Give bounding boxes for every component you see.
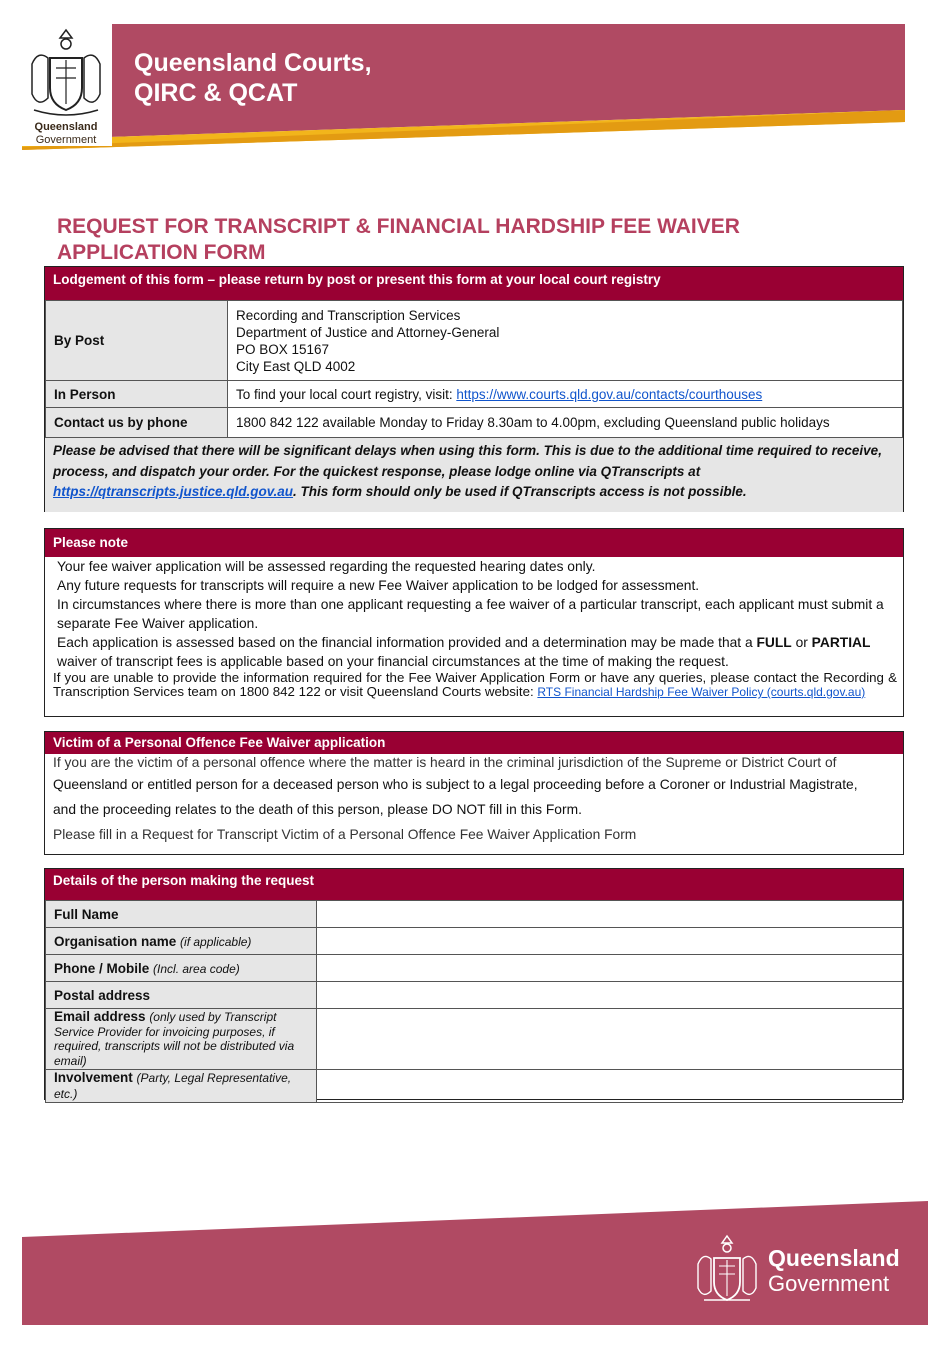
address-line: City East QLD 4002 <box>236 358 356 374</box>
address-line: Department of Justice and Attorney-General <box>236 324 500 340</box>
victim-body <box>45 754 903 848</box>
table-row <box>46 381 903 408</box>
courthouses-link[interactable]: https://www.courts.qld.gov.au/contacts/courthouses <box>456 386 763 402</box>
page-title-line-2: APPLICATION FORM <box>57 241 266 264</box>
note-text: waiver of transcript fees is applicable based on your financial circumstances at the time of making the request. <box>57 654 729 669</box>
email-address-label <box>46 1009 317 1070</box>
svg-text:Queensland: Queensland <box>34 121 98 133</box>
organisation-name-input[interactable] <box>317 928 903 955</box>
table-row <box>46 1009 903 1070</box>
note-text: Each application is assessed based on the financial information provided and a determination may be made that a <box>57 635 757 650</box>
please-note-section <box>44 528 904 717</box>
by-post-label: By Post <box>46 301 228 381</box>
note-contact <box>45 671 903 699</box>
note-item: Any future requests for transcripts will require a new Fee Waiver application to be lodged for assessment. <box>57 578 700 593</box>
email-address-input[interactable] <box>317 1009 903 1070</box>
organisation-name-label <box>46 928 317 955</box>
details-table <box>45 900 903 1103</box>
advice-text-2: . This form should only be used if QTranscripts access is not possible. <box>293 484 747 499</box>
in-person-value <box>228 381 903 408</box>
top-banner <box>0 0 950 160</box>
advice-text-1: Please be advised that there will be significant delays when using this form. This is due to the additional time required to receive, process, and dispatch your order. For the quickest response, please lodge online via QTranscripts at <box>53 443 882 479</box>
lodgement-table <box>45 300 903 438</box>
email-address-note: (only used by Transcript Service Provider for invoicing purposes, if required, transcripts will not be distributed via email) <box>54 1010 295 1068</box>
svg-text:Government: Government <box>35 134 97 146</box>
phone-value: 1800 842 122 available Monday to Friday 8.30am to 4.00pm, excluding Queensland public holidays <box>228 408 903 438</box>
table-row <box>46 408 903 438</box>
postal-address-input[interactable] <box>317 982 903 1009</box>
note-contact-text: If you are unable to provide the information required for the Fee Waiver Application Form or have any queries, please contact the Recording & Transcription Services team on 1800 842 122 or visit Queensland Courts website: <box>53 670 897 699</box>
queensland-coat-of-arms-logo <box>20 24 112 146</box>
phone-mobile-note: (Incl. area code) <box>153 961 240 976</box>
note-item <box>57 633 897 671</box>
full-name-label: Full Name <box>46 901 317 928</box>
victim-heading: Victim of a Personal Offence Fee Waiver application <box>45 732 903 754</box>
details-heading: Details of the person making the request <box>45 869 903 900</box>
organisation-name-note: (if applicable) <box>180 934 252 949</box>
table-row <box>46 928 903 955</box>
page-title-line-1: REQUEST FOR TRANSCRIPT & FINANCIAL HARDSHIP FEE WAIVER <box>57 215 740 238</box>
organisation-name-text: Organisation name <box>54 933 177 949</box>
please-note-body <box>45 557 903 671</box>
lodgement-advice <box>45 438 903 512</box>
involvement-label <box>46 1070 317 1103</box>
full-name-input[interactable] <box>317 901 903 928</box>
victim-text: If you are the victim of a personal offence where the matter is heard in the criminal jurisdiction of the Supreme or District Court of <box>53 755 837 770</box>
coat-of-arms-icon <box>690 1232 764 1304</box>
note-item: In circumstances where there is more than one applicant requesting a fee waiver of a particular transcript, each applicant must submit a separate Fee Waiver application. <box>57 597 884 631</box>
queensland-government-logo <box>690 1232 910 1304</box>
involvement-note: (Party, Legal Representative, etc.) <box>54 1071 292 1101</box>
or-text: or <box>791 635 812 650</box>
organisation-title <box>134 48 372 108</box>
organisation-line-1: Queensland Courts, <box>134 49 372 77</box>
victim-text: Queensland or entitled person for a deceased person who is subject to a legal proceeding before a Coroner or Industrial Magistrate, <box>53 777 858 792</box>
table-row <box>46 301 903 381</box>
phone-label: Contact us by phone <box>46 408 228 438</box>
email-address-text: Email address <box>54 1009 146 1024</box>
full-text: FULL <box>756 635 792 650</box>
address-line: PO BOX 15167 <box>236 341 330 357</box>
footer-logo-line-1: Queensland <box>768 1245 900 1271</box>
please-note-heading: Please note <box>45 529 903 557</box>
details-section <box>44 868 904 1100</box>
table-row <box>46 1070 903 1103</box>
organisation-line-2: QIRC & QCAT <box>134 79 298 107</box>
table-row <box>46 901 903 928</box>
postal-address-label: Postal address <box>46 982 317 1009</box>
by-post-address <box>228 301 903 381</box>
victim-text: and the proceeding relates to the death of this person, please DO NOT fill in this Form. <box>53 802 582 817</box>
coat-of-arms-icon <box>20 24 112 146</box>
note-item: Your fee waiver application will be assessed regarding the requested hearing dates only. <box>57 559 596 574</box>
partial-text: PARTIAL <box>811 635 871 650</box>
address-line: Recording and Transcription Services <box>236 307 461 323</box>
page-title <box>57 214 897 266</box>
victim-text: Please fill in a Request for Transcript Victim of a Personal Offence Fee Waiver Application Form <box>53 827 637 842</box>
phone-mobile-input[interactable] <box>317 955 903 982</box>
phone-mobile-text: Phone / Mobile <box>54 960 150 976</box>
phone-mobile-label <box>46 955 317 982</box>
table-row <box>46 982 903 1009</box>
victim-section <box>44 731 904 855</box>
lodgement-heading: Lodgement of this form – please return by post or present this form at your local court registry <box>45 267 903 300</box>
fee-waiver-policy-link[interactable]: RTS Financial Hardship Fee Waiver Policy (courts.qld.gov.au) <box>537 685 866 699</box>
qtranscripts-link[interactable]: https://qtranscripts.justice.qld.gov.au <box>53 484 294 499</box>
involvement-input[interactable] <box>317 1070 903 1103</box>
footer-logo-line-2: Government <box>768 1271 890 1296</box>
in-person-text: To find your local court registry, visit: <box>236 386 457 402</box>
involvement-text: Involvement <box>54 1070 133 1085</box>
lodgement-section <box>44 266 904 512</box>
table-row <box>46 955 903 982</box>
in-person-label: In Person <box>46 381 228 408</box>
